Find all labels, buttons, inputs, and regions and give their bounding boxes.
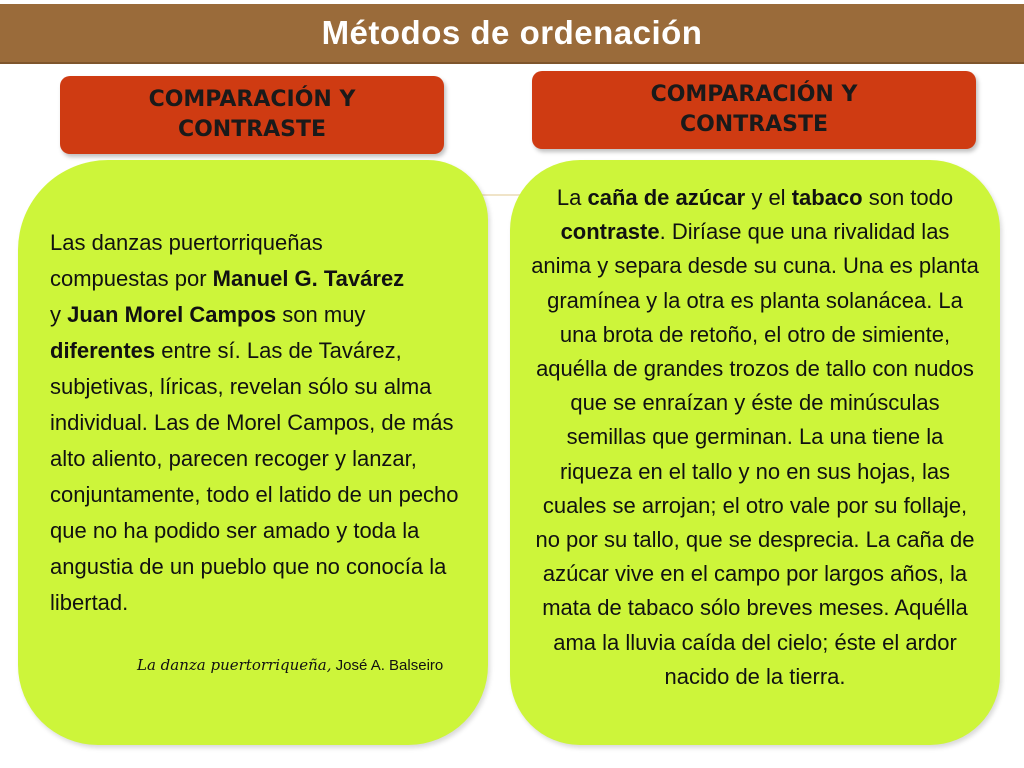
title-bar [0,4,1024,62]
left-header-label [149,85,356,145]
left-text-run-bold: Juan Morel Campos [67,302,277,327]
right-text-run-bold: contraste [560,219,660,245]
right-header-line2: CONTRASTE [679,112,829,137]
right-header-line1: COMPARACIÓN Y [650,82,858,107]
left-text-run: son muy [276,302,366,327]
right-text-run: y el [745,185,792,210]
slide-title: Métodos de ordenación [321,14,703,51]
left-text-run: compuestas por [50,266,213,291]
left-text-run: entre sí. Las de Tavárez, subjetivas, líricas, revelan sólo su alma individual. Las de Morel Campos, de más alto aliento, parecen recoger y lanzar, conjuntamente, todo el latido de un pecho que no ha podido ser amado y toda la angustia de un pueblo que no conocía la libertad. [50,338,459,615]
left-text-run: y [50,302,68,327]
right-text-run: . Diríase que una rivalidad las anima y separa desde su cuna. Una es planta gramínea y la otra es planta solanácea. La una brota de retoño, el otro de simiente, aquélla de grandes trozos de tallo con nudos que se enraízan y éste de minúsculas semillas que germinan. La una tiene la riqueza en el tallo y no en sus hojas, las cuales se arrojan; el otro vale por su follaje, no por su tallo, que se desprecia. La caña de azúcar vive en el campo por largos años, la mata de tabaco sólo breves meses. Aquélla ama la lluvia caída del cielo; éste el ardor nacido de la tierra. [531,219,979,689]
right-text-run: La [556,185,588,210]
left-text-run-bold: diferentes [50,338,156,363]
citation-author: José A. Balseiro [331,657,444,674]
left-header-line2: CONTRASTE [177,117,327,142]
left-text-run: Las danzas puertorriqueñas [50,230,323,255]
right-header-box [532,71,976,149]
right-text-run: son todo [862,185,954,210]
left-header-line1: COMPARACIÓN Y [148,87,356,112]
right-paragraph [530,181,980,694]
right-header-label [651,80,858,140]
citation [137,656,477,674]
left-header-box [60,76,444,154]
right-text-run-bold: caña de azúcar [587,185,746,210]
left-paragraph [50,225,480,621]
left-text-run-bold: Manuel G. Tavárez [212,266,405,291]
citation-book-title: La danza puertorriqueña, [137,656,332,674]
right-text-run-bold: tabaco [791,185,863,210]
